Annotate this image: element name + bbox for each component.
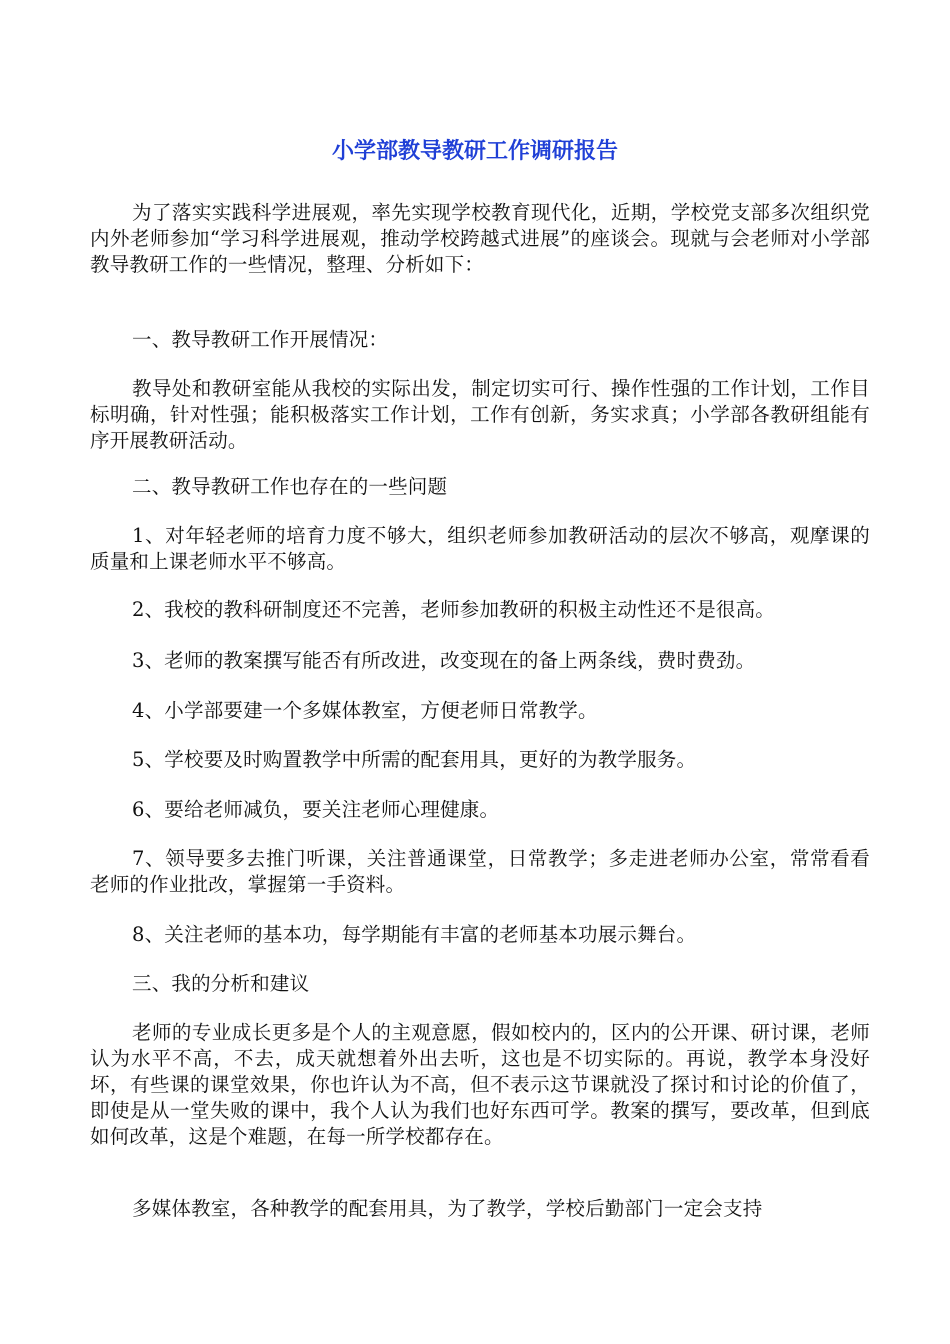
list-item-4: 4、小学部要建一个多媒体教室，方便老师日常教学。 — [132, 699, 598, 722]
document-title: 小学部教导教研工作调研报告 — [331, 139, 618, 164]
paragraph-multimedia: 多媒体教室，各种教学的配套用具，为了教学，学校后勤部门一定会支持 — [132, 1197, 763, 1220]
paragraph-intro: 为了落实实践科学进展观，率先实现学校教育现代化，近期，学校党支部多次组织党内外老师参加“学习科学进展观，推动学校跨越式进展”的座谈会。现就与会老师对小学部教导教研工作的一些情况，整理、分析如下： — [90, 201, 870, 276]
list-item-2: 2、我校的教科研制度还不完善，老师参加教研的积极主动性还不是很高。 — [132, 598, 776, 621]
heading-section-1: 一、教导教研工作开展情况： — [132, 328, 389, 351]
list-item-5: 5、学校要及时购置教学中所需的配套用具，更好的为教学服务。 — [132, 748, 697, 771]
list-item-6: 6、要给老师减负，要关注老师心理健康。 — [132, 798, 500, 821]
list-item-3: 3、老师的教案撰写能否有所改进，改变现在的备上两条线，费时费劲。 — [132, 649, 756, 672]
heading-section-3: 三、我的分析和建议 — [132, 972, 310, 995]
paragraph-section-3: 老师的专业成长更多是个人的主观意愿，假如校内的，区内的公开课、研讨课，老师认为水平不高，不去，成天就想着外出去听，这也是不切实际的。再说，教学本身没好坏，有些课的课堂效果，你也许认为不高，但不表示这节课就没了探讨和讨论的价值了，即使是从一堂失败的课中，我个人认为我们也好东西可学。教案的撰写，要改革，但到底如何改革，这是个难题，在每一所学校都存在。 — [90, 1021, 870, 1148]
list-item-1: 1、对年轻老师的培育力度不够大，组织老师参加教研活动的层次不够高，观摩课的质量和上课老师水平不够高。 — [90, 524, 870, 573]
heading-section-2: 二、教导教研工作也存在的一些问题 — [132, 475, 448, 498]
list-item-8: 8、关注老师的基本功，每学期能有丰富的老师基本功展示舞台。 — [132, 923, 697, 946]
list-item-7: 7、领导要多去推门听课，关注普通课堂，日常教学；多走进老师办公室，常常看看老师的作业批改，掌握第一手资料。 — [90, 847, 870, 896]
paragraph-section-1: 教导处和教研室能从我校的实际出发，制定切实可行、操作性强的工作计划，工作目标明确，针对性强；能积极落实工作计划，工作有创新，务实求真；小学部各教研组能有序开展教研活动。 — [90, 377, 870, 452]
